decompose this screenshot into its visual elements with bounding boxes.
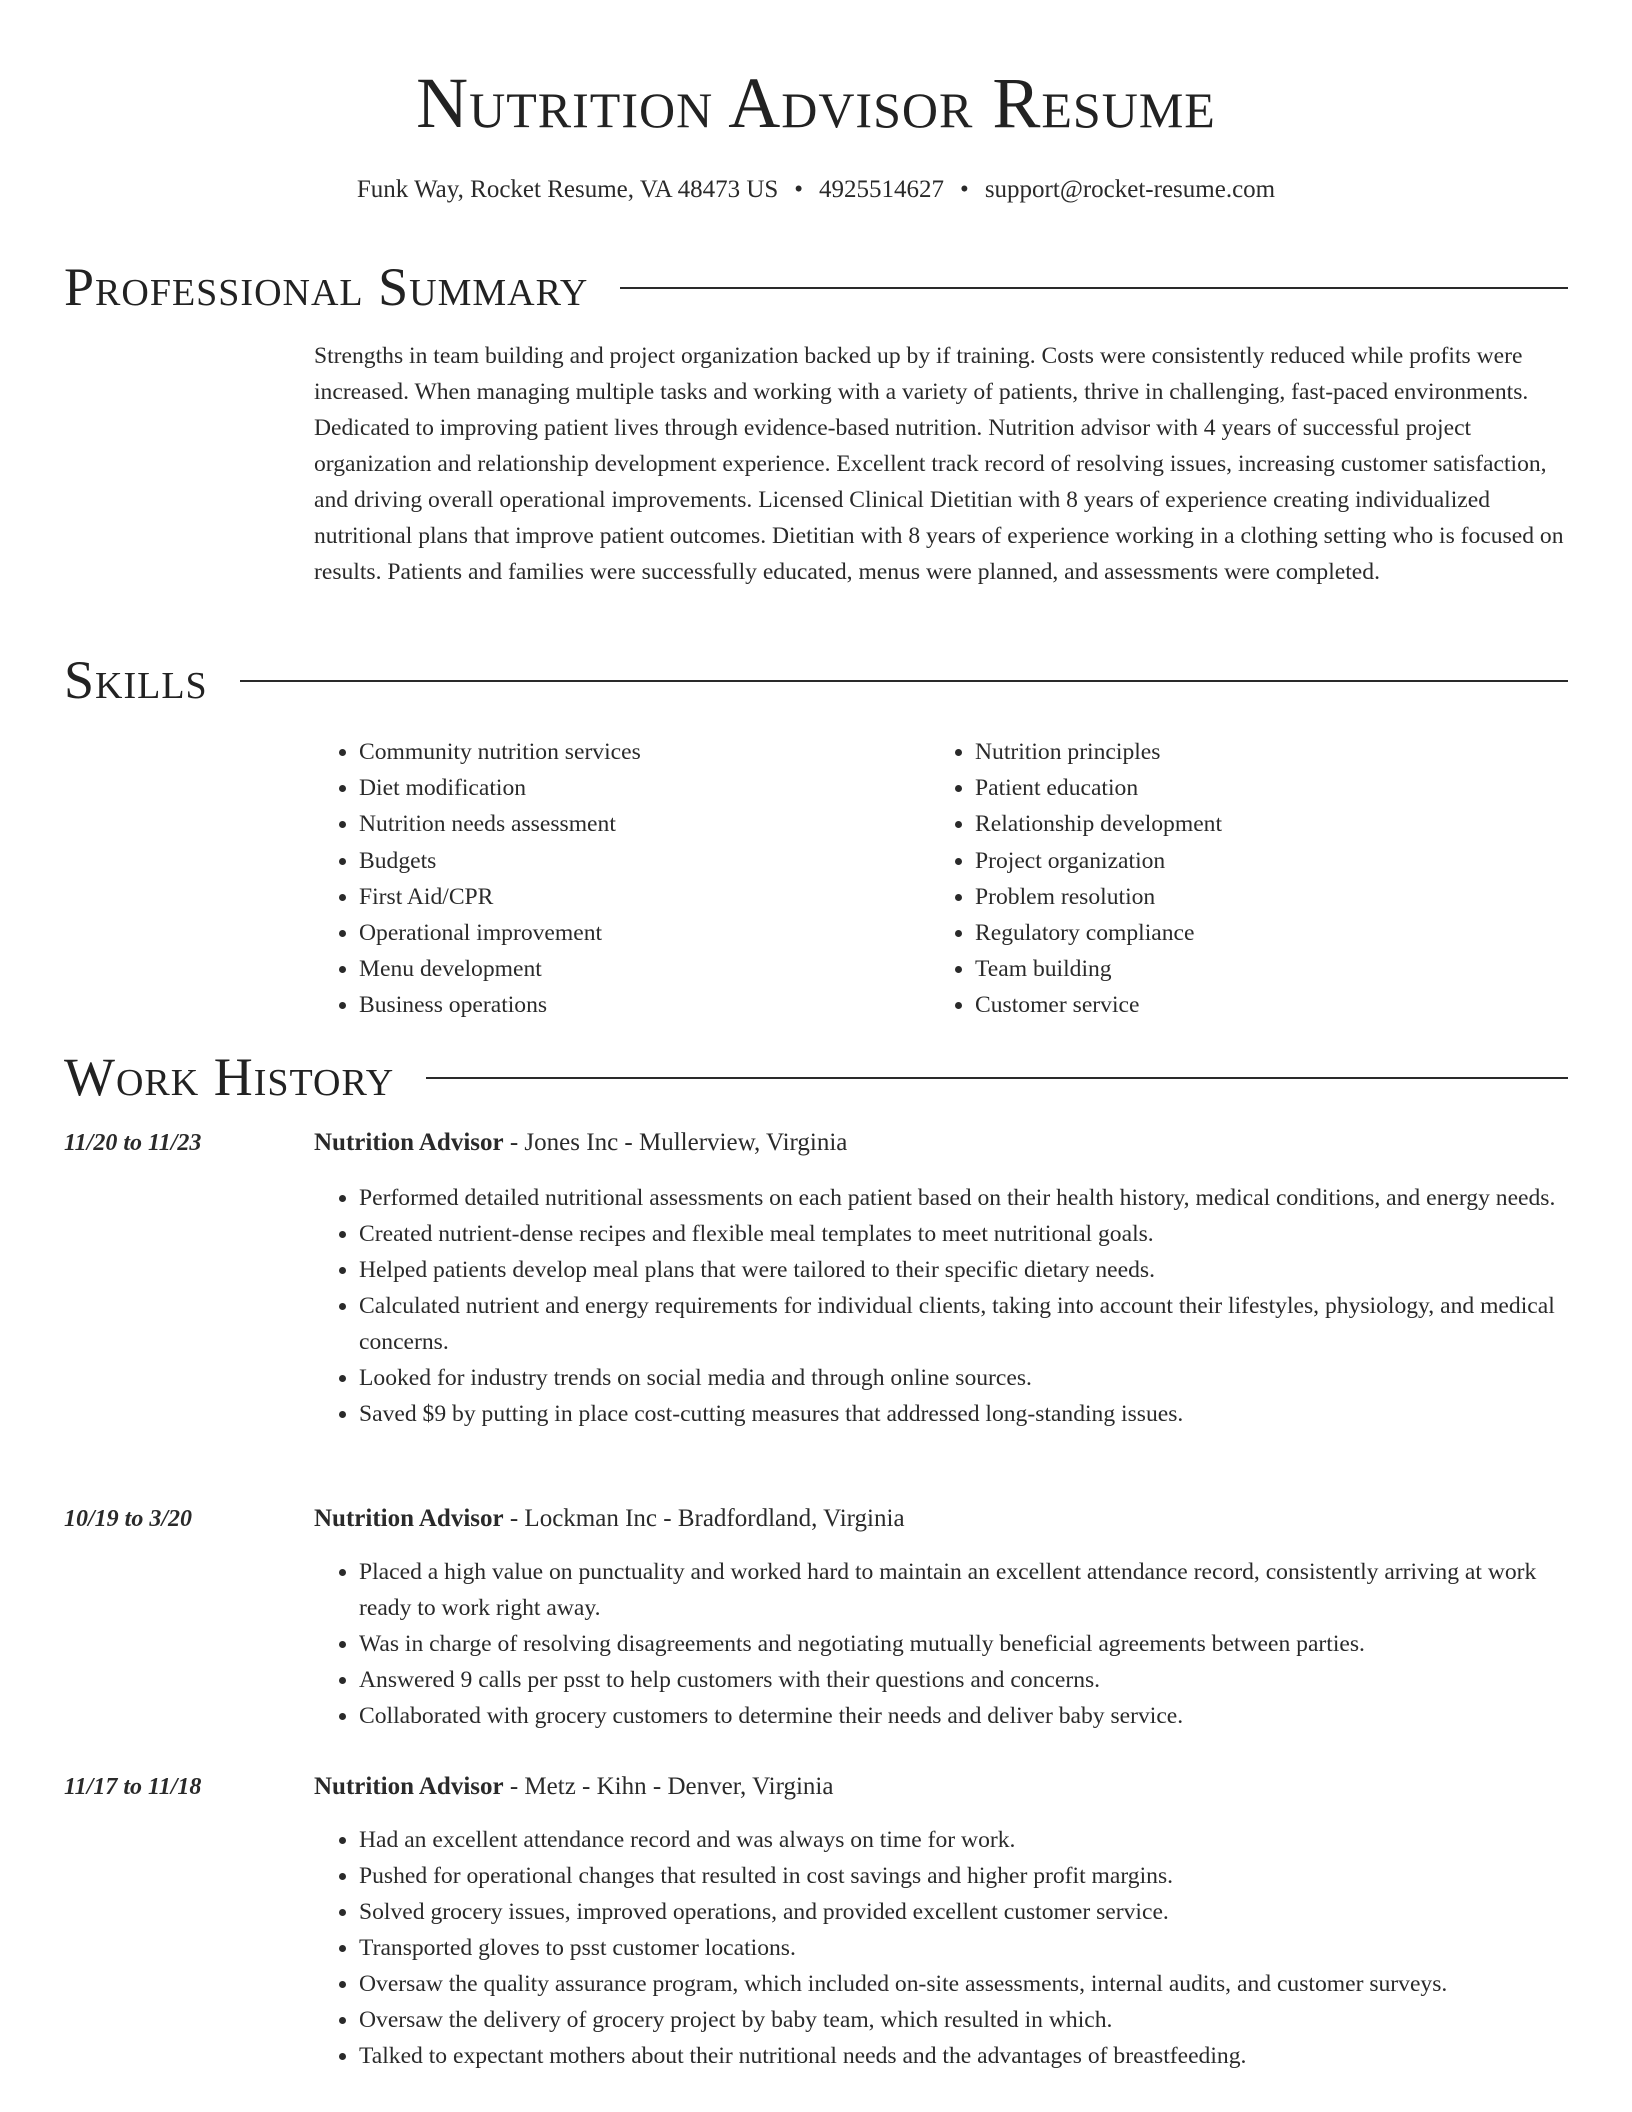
section-divider xyxy=(620,287,1568,289)
job-bullet: • Calculated nutrient and energy requirements for individual clients, taking into account their lifestyles, physiology, and medical concerns. xyxy=(359,1288,1570,1360)
job-title-line xyxy=(314,1502,905,1536)
job-bullet: • Oversaw the delivery of grocery project by baby team, which resulted in which. xyxy=(359,2002,1570,2038)
contact-address: Funk Way, Rocket Resume, VA 48473 US xyxy=(356,176,779,203)
section-header-summary xyxy=(64,255,1568,319)
job-company-location: - Lockman Inc - Bradfordland, Virginia xyxy=(503,1505,905,1532)
skill-item: • Customer service xyxy=(975,987,1546,1023)
job-bullet: • Solved grocery issues, improved operations, and provided excellent customer service. xyxy=(359,1894,1570,1930)
summary-text: Strengths in team building and project organization backed up by if training. Costs were consistently reduced while profits were increased. When managing multiple tasks and working with a variety of patients, thrive in challenging, fast-paced environments. Dedicated to improving patient lives through evidence-based nutrition. Nutrition advisor with 4 years of successful project organization and relationship development experience. Excellent track record of resolving issues, increasing customer satisfaction, and driving overall operational improvements. Licensed Clinical Dietitian with 8 years of experience creating individualized nutritional plans that improve patient outcomes. Dietitian with 8 years of experience working in a clothing setting who is focused on results. Patients and families were successfully educated, menus were planned, and assessments were completed. xyxy=(314,343,1564,585)
skill-item: • Regulatory compliance xyxy=(975,915,1546,951)
resume-title: Nutrition Advisor Resume xyxy=(416,63,1216,143)
contact-email: support@rocket-resume.com xyxy=(984,176,1276,203)
job-title-line xyxy=(314,1770,833,1804)
job-company-location: - Jones Inc - Mullerview, Virginia xyxy=(503,1129,848,1156)
contact-separator: • xyxy=(794,176,804,203)
job-bullet: • Performed detailed nutritional assessments on each patient based on their health history, medical conditions, and energy needs. xyxy=(359,1180,1570,1216)
job-bullet: • Had an excellent attendance record and was always on time for work. xyxy=(359,1822,1570,1858)
job-bullets xyxy=(314,1554,1570,1734)
skill-item: • Problem resolution xyxy=(975,879,1546,915)
job-role: Nutrition Advisor xyxy=(314,1129,504,1156)
job-bullet: • Pushed for operational changes that resulted in cost savings and higher profit margins. xyxy=(359,1858,1570,1894)
section-title-skills: Skills xyxy=(64,650,208,710)
contact-phone: 4925514627 xyxy=(819,176,945,203)
contact-line xyxy=(0,174,1632,206)
job-role: Nutrition Advisor xyxy=(314,1505,504,1532)
skill-item: • Menu development xyxy=(359,951,930,987)
job-bullets xyxy=(314,1822,1570,2074)
job-dates: 11/20 to 11/23 xyxy=(64,1130,202,1156)
skill-item: • Patient education xyxy=(975,770,1546,806)
skills-column-right xyxy=(930,734,1546,1024)
skill-item: • First Aid/CPR xyxy=(359,879,930,915)
job-bullet: • Transported gloves to psst customer locations. xyxy=(359,1930,1570,1966)
job-bullet: • Answered 9 calls per psst to help customers with their questions and concerns. xyxy=(359,1662,1570,1698)
job-bullet: • Talked to expectant mothers about their nutritional needs and the advantages of breastfeeding. xyxy=(359,2038,1570,2074)
skills-list xyxy=(314,734,1570,1024)
job-bullet: • Collaborated with grocery customers to determine their needs and deliver baby service. xyxy=(359,1698,1570,1734)
job-bullet: • Oversaw the quality assurance program, which included on-site assessments, internal audits, and customer surveys. xyxy=(359,1966,1570,2002)
skill-item: • Project organization xyxy=(975,843,1546,879)
job-bullet: • Was in charge of resolving disagreements and negotiating mutually beneficial agreements between parties. xyxy=(359,1626,1570,1662)
skill-item: • Operational improvement xyxy=(359,915,930,951)
job-bullet: • Created nutrient-dense recipes and flexible meal templates to meet nutritional goals. xyxy=(359,1216,1570,1252)
skill-item: • Relationship development xyxy=(975,806,1546,842)
section-header-work-history xyxy=(64,1045,1568,1109)
contact-separator: • xyxy=(960,176,969,203)
job-bullet: • Looked for industry trends on social media and through online sources. xyxy=(359,1360,1570,1396)
section-title-work-history: Work History xyxy=(64,1047,395,1107)
section-divider xyxy=(240,680,1568,682)
job-role: Nutrition Advisor xyxy=(314,1773,504,1800)
job-bullet: • Placed a high value on punctuality and worked hard to maintain an excellent attendance record, consistently arriving at work ready to work right away. xyxy=(359,1554,1570,1626)
job-dates: 10/19 to 3/20 xyxy=(64,1506,193,1532)
job-title-line xyxy=(314,1126,847,1160)
skill-item: • Nutrition principles xyxy=(975,734,1546,770)
skill-item: • Community nutrition services xyxy=(359,734,930,770)
skills-column-left xyxy=(314,734,930,1024)
job-company-location: - Metz - Kihn - Denver, Virginia xyxy=(503,1773,834,1800)
skill-item: • Business operations xyxy=(359,987,930,1023)
skill-item: • Team building xyxy=(975,951,1546,987)
job-bullet: • Saved $9 by putting in place cost-cutting measures that addressed long-standing issues. xyxy=(359,1396,1570,1432)
job-dates: 11/17 to 11/18 xyxy=(64,1774,202,1800)
skill-item: • Budgets xyxy=(359,843,930,879)
job-bullet: • Helped patients develop meal plans that were tailored to their specific dietary needs. xyxy=(359,1252,1570,1288)
section-header-skills xyxy=(64,648,1568,712)
skill-item: • Diet modification xyxy=(359,770,930,806)
section-title-summary: Professional Summary xyxy=(64,257,589,317)
job-bullets xyxy=(314,1180,1570,1432)
section-divider xyxy=(426,1077,1568,1079)
skill-item: • Nutrition needs assessment xyxy=(359,806,930,842)
